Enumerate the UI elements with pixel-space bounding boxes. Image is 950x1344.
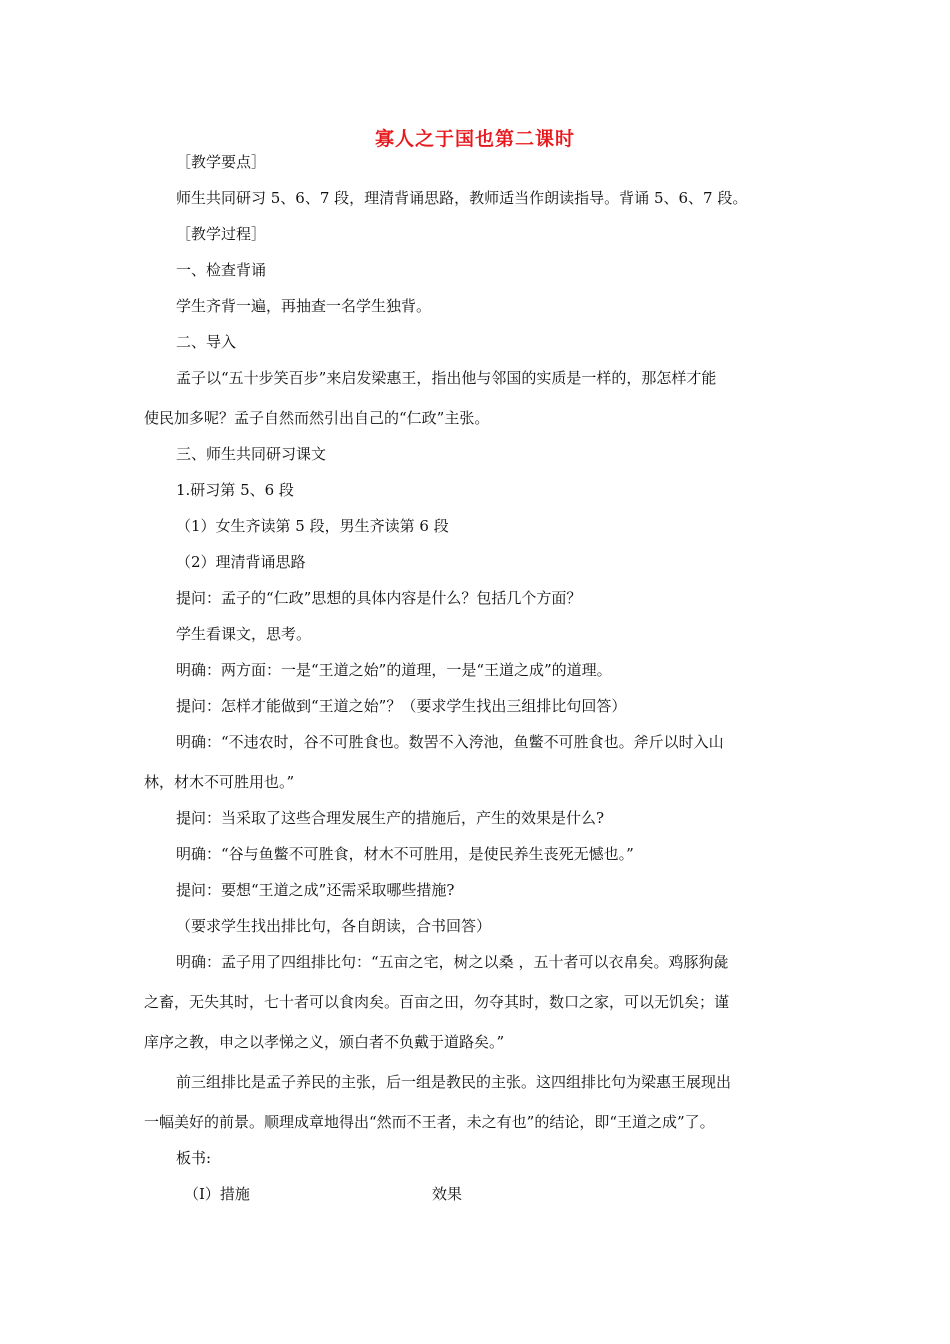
answer-continuation: 庠序之教，申之以孝悌之义，颁白者不负戴于道路矣。” [144, 1033, 505, 1051]
paragraph-continuation: 使民加多呢？孟子自然而然引出自己的“仁政”主张。 [144, 409, 490, 427]
document-title: 寡人之于国也第二课时 [374, 128, 575, 150]
section-heading-process: ［教学过程］ [176, 225, 267, 243]
answer: 明确：“谷与鱼鳖不可胜食，材木不可胜用，是使民养生丧死无憾也。” [176, 845, 634, 863]
list-item: （1）女生齐读第 5 段，男生齐读第 6 段 [176, 517, 449, 535]
board-col-measures: （Ⅰ）措施 [184, 1185, 250, 1203]
heading-joint-study: 三、师生共同研习课文 [176, 445, 327, 463]
instruction: （要求学生找出排比句，各自朗读，合书回答） [176, 917, 492, 935]
answer-continuation: 林，材木不可胜用也。” [144, 773, 295, 791]
section-heading-key-points: ［教学要点］ [176, 153, 267, 171]
paragraph-continuation: 一幅美好的前景。顺理成章地得出“然而不王者，未之有也”的结论，即“王道之成”了。 [144, 1113, 715, 1131]
answer: 明确：孟子用了四组排比句：“五亩之宅，树之以桑 ，五十者可以衣帛矣。鸡豚狗彘 [176, 953, 729, 971]
question: 提问：怎样才能做到“王道之始”？（要求学生找出三组排比句回答） [176, 697, 627, 715]
heading-check-recitation: 一、检查背诵 [176, 261, 267, 279]
heading-introduction: 二、导入 [176, 333, 237, 351]
board-heading: 板书: [176, 1149, 212, 1167]
paragraph: 师生共同研习 5、6、7 段，理清背诵思路，教师适当作朗读指导。背诵 5、6、7 段。 [176, 189, 748, 207]
paragraph: 学生齐背一遍，再抽查一名学生独背。 [176, 297, 432, 315]
board-col-effects: 效果 [431, 1185, 462, 1203]
answer: 明确：两方面：一是“王道之始”的道理，一是“王道之成”的道理。 [176, 661, 612, 679]
paragraph: 孟子以“五十步笑百步”来启发梁惠王，指出他与邻国的实质是一样的，那怎样才能 [176, 369, 717, 387]
paragraph: 前三组排比是孟子养民的主张，后一组是教民的主张。这四组排比句为梁惠王展现出 [176, 1073, 732, 1091]
answer: 明确：“不违农时，谷不可胜食也。数罟不入洿池，鱼鳖不可胜食也。斧斤以时入山 [176, 733, 724, 751]
answer-continuation: 之畜，无失其时，七十者可以食肉矣。百亩之田，勿夺其时，数口之家，可以无饥矣；谨 [144, 993, 730, 1011]
question: 提问：孟子的“仁政”思想的具体内容是什么？包括几个方面？ [176, 589, 582, 607]
list-item: （2）理清背诵思路 [176, 553, 306, 571]
paragraph: 学生看课文，思考。 [176, 625, 312, 643]
question: 提问：要想“王道之成”还需采取哪些措施? [176, 881, 455, 899]
subheading: 1.研习第 5、6 段 [176, 481, 294, 499]
question: 提问：当采取了这些合理发展生产的措施后，产生的效果是什么? [176, 809, 605, 827]
board-row [184, 1184, 849, 1204]
